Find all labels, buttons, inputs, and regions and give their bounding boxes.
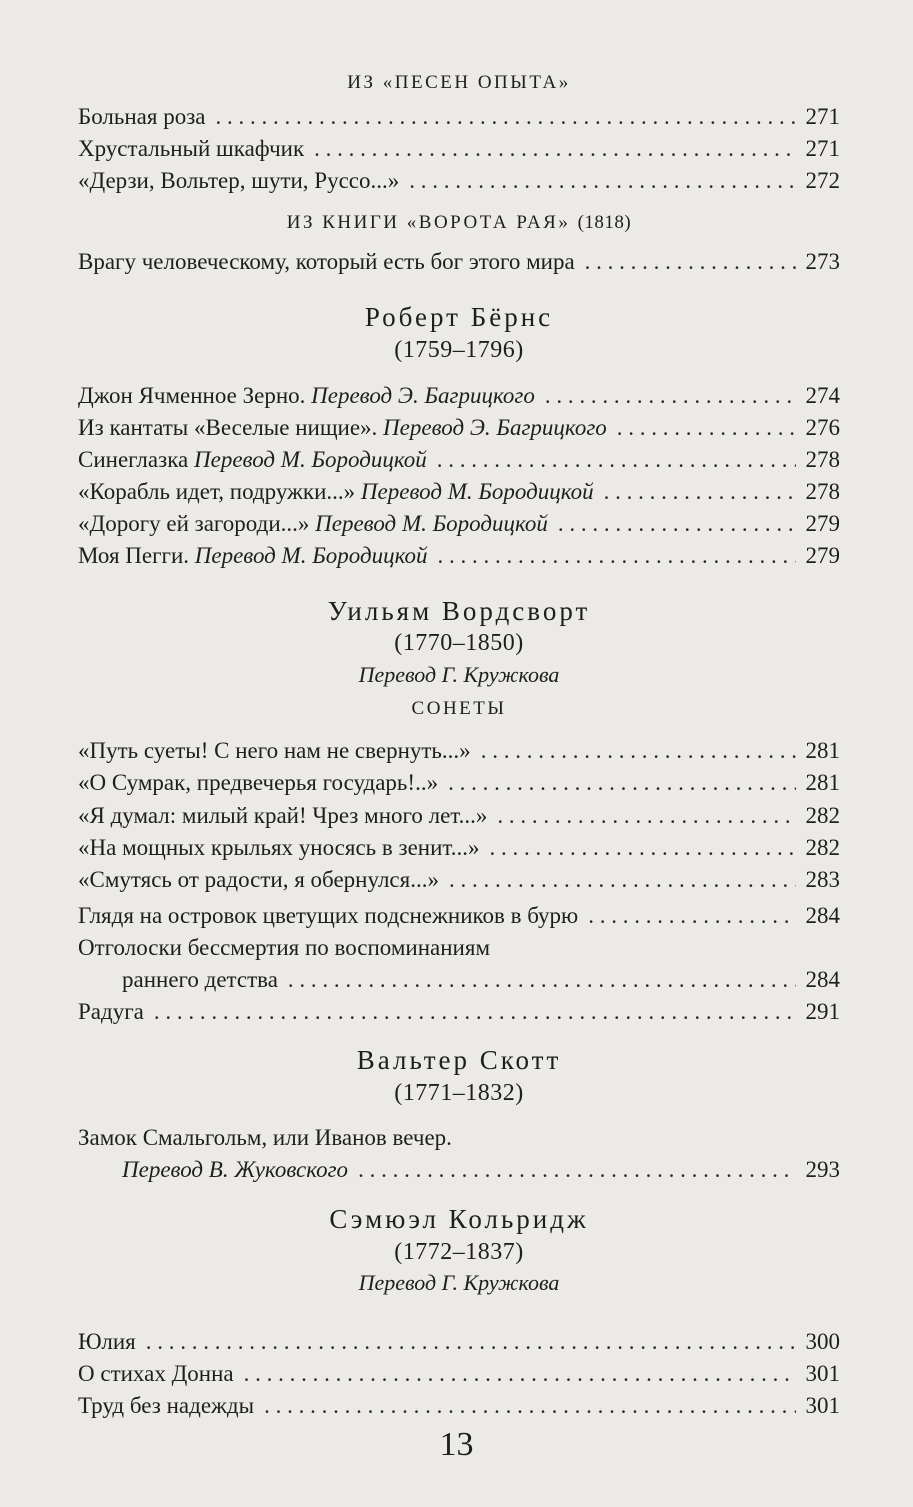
section-heading-text: ИЗ КНИГИ «ВОРОТА РАЯ»: [286, 212, 571, 233]
author-name-coleridge: Сэмюэл Кольридж: [329, 1204, 589, 1234]
section-heading-sonnets: СОНЕТЫ: [411, 698, 507, 719]
author-dates-wordsworth: (1770–1850): [394, 630, 524, 656]
author-translator-wordsworth: Перевод Г. Кружкова: [358, 662, 560, 687]
entry-title: Синеглазка Перевод М. Бородицкой: [78, 447, 427, 472]
entry-translator: Перевод М. Бородицкой: [194, 447, 427, 472]
entry-title: «На мощных крыльях уносясь в зенит...»: [78, 835, 480, 860]
toc-entry[interactable]: [78, 1326, 840, 1358]
toc-entry[interactable]: [78, 832, 840, 864]
entry-title: Юлия: [78, 1329, 136, 1354]
toc-entry[interactable]: [78, 540, 840, 572]
entry-page: 284: [805, 967, 840, 992]
entry-page: 271: [805, 136, 840, 161]
entry-page: 281: [805, 770, 840, 795]
leader-dots: [449, 864, 796, 896]
toc-entry[interactable]: [122, 964, 840, 996]
entry-page: 279: [805, 511, 840, 536]
entry-page: 278: [805, 479, 840, 504]
entry-title: Из кантаты «Веселые нищие». Перевод Э. Багрицкого: [78, 415, 607, 440]
author-name-scott: Вальтер Скотт: [356, 1045, 562, 1075]
leader-dots: [489, 832, 795, 864]
entry-page: 282: [805, 803, 840, 828]
toc-entry[interactable]: [78, 1390, 840, 1422]
entry-translator: Перевод М. Бородицкой: [315, 511, 548, 536]
toc-entry[interactable]: [78, 864, 840, 896]
entry-translator: Перевод Э. Багрицкого: [311, 383, 535, 408]
entry-title: О стихах Донна: [78, 1361, 234, 1386]
leader-dots: [146, 1326, 796, 1358]
toc-entry[interactable]: [78, 101, 840, 133]
entry-translator: Перевод Э. Багрицкого: [383, 415, 607, 440]
entry-title-line1[interactable]: Замок Смальгольм, или Иванов вечер.: [78, 1125, 452, 1150]
entry-title: Больная роза: [78, 104, 206, 129]
leader-dots: [409, 165, 795, 197]
leader-dots: [288, 964, 796, 996]
toc-entry[interactable]: [78, 900, 840, 932]
entry-page: 273: [805, 249, 840, 274]
page-number: 13: [439, 1426, 474, 1463]
leader-dots: [314, 133, 795, 165]
entry-title: Врагу человеческому, который есть бог этого мира: [78, 249, 575, 274]
author-dates-burns: (1759–1796): [394, 337, 524, 363]
author-name-wordsworth: Уильям Вордсворт: [327, 596, 591, 626]
toc-entry[interactable]: [78, 767, 840, 799]
entry-title: «Дерзи, Вольтер, шути, Руссо...»: [78, 168, 400, 193]
leader-dots: [216, 101, 796, 133]
entry-page: 281: [805, 738, 840, 763]
entry-title-line1[interactable]: Отголоски бессмертия по воспоминаниям: [78, 935, 491, 960]
entry-title: Радуга: [78, 999, 144, 1024]
entry-title: раннего детства: [122, 967, 278, 992]
leader-dots: [244, 1358, 796, 1390]
section-heading-year: (1818): [577, 212, 632, 233]
entry-page: 272: [805, 168, 840, 193]
entry-title: «Я думал: милый край! Чрез много лет...»: [78, 803, 488, 828]
leader-dots: [438, 540, 796, 572]
leader-dots: [604, 476, 796, 508]
toc-entry[interactable]: [78, 165, 840, 197]
entry-title: Моя Пегги. Перевод М. Бородицкой: [78, 543, 428, 568]
toc-entry[interactable]: [78, 735, 840, 767]
leader-dots: [588, 900, 795, 932]
toc-entry[interactable]: [78, 1358, 840, 1390]
entry-title: «Дорогу ей загороди...» Перевод М. Бородицкой: [78, 511, 548, 536]
entry-title: «Путь суеты! С него нам не свернуть...»: [78, 738, 471, 763]
leader-dots: [617, 412, 796, 444]
toc-entry[interactable]: [78, 246, 840, 278]
toc-entry[interactable]: [78, 444, 840, 476]
entry-page: 284: [805, 903, 840, 928]
entry-page: 274: [805, 383, 840, 408]
entry-page: 282: [805, 835, 840, 860]
entry-page: 301: [805, 1393, 840, 1418]
entry-title: Хрустальный шкафчик: [78, 136, 305, 161]
author-dates-scott: (1771–1832): [394, 1080, 524, 1106]
toc-entry[interactable]: [122, 1154, 840, 1186]
entry-title: Джон Ячменное Зерно. Перевод Э. Багрицкого: [78, 383, 535, 408]
toc-entry[interactable]: [78, 380, 840, 412]
leader-dots: [558, 508, 796, 540]
toc-entry[interactable]: [78, 800, 840, 832]
toc-entry[interactable]: [78, 133, 840, 165]
leader-dots: [437, 444, 796, 476]
entry-translator: Перевод М. Бородицкой: [194, 543, 428, 568]
leader-dots: [497, 800, 795, 832]
author-dates-coleridge: (1772–1837): [394, 1239, 524, 1265]
entry-title: «О Сумрак, предвечерья государь!..»: [78, 770, 439, 795]
leader-dots: [448, 767, 795, 799]
entry-page: 271: [805, 104, 840, 129]
toc-entry[interactable]: [78, 476, 840, 508]
entry-page: 279: [805, 543, 840, 568]
entry-page: 278: [805, 447, 840, 472]
entry-page: 276: [805, 415, 840, 440]
toc-entry[interactable]: [78, 996, 840, 1028]
entry-page: 300: [805, 1329, 840, 1354]
entry-translator: Перевод В. Жуковского: [122, 1157, 349, 1182]
author-name-burns: Роберт Бёрнс: [364, 302, 554, 332]
entry-page: 301: [805, 1361, 840, 1386]
toc-entry[interactable]: [78, 508, 840, 540]
entry-title: «Корабль идет, подружки...» Перевод М. Бородицкой: [78, 479, 594, 504]
entry-translator: Перевод М. Бородицкой: [360, 479, 594, 504]
leader-dots: [585, 246, 796, 278]
toc-entry[interactable]: [78, 412, 840, 444]
entry-title: Труд без надежды: [78, 1393, 255, 1418]
entry-page: 293: [805, 1157, 840, 1182]
leader-dots: [154, 996, 796, 1028]
entry-title: «Смутясь от радости, я обернулся...»: [78, 867, 439, 892]
author-translator-coleridge: Перевод Г. Кружкова: [358, 1270, 560, 1295]
leader-dots: [358, 1154, 795, 1186]
entry-title: [122, 1154, 348, 1186]
entry-page: 283: [805, 867, 840, 892]
entry-title: Глядя на островок цветущих подснежников в бурю: [78, 903, 579, 928]
leader-dots: [264, 1390, 795, 1422]
section-heading-songs-of-experience: ИЗ «ПЕСЕН ОПЫТА»: [347, 72, 571, 93]
leader-dots: [481, 735, 796, 767]
section-heading-gates-of-paradise: [78, 210, 840, 236]
leader-dots: [545, 380, 796, 412]
entry-page: 291: [805, 999, 840, 1024]
